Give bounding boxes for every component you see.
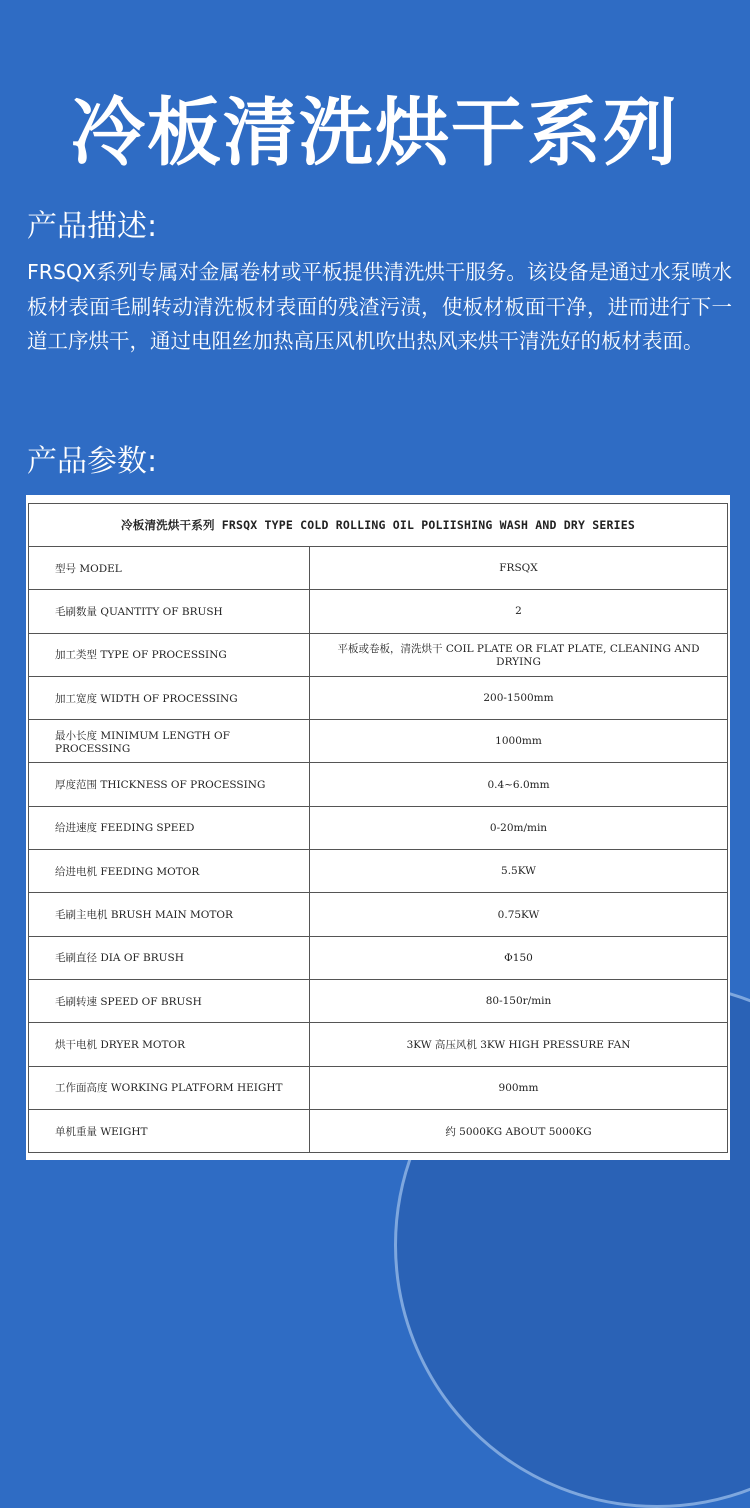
row-label: 毛刷数量 QUANTITY OF BRUSH: [29, 590, 310, 633]
table-row: [29, 936, 728, 979]
row-value: 200-1500mm: [310, 676, 728, 719]
row-label: 给进电机 FEEDING MOTOR: [29, 850, 310, 893]
table-row: [29, 676, 728, 719]
table-row: [29, 979, 728, 1022]
params-heading: 产品参数:: [27, 444, 158, 479]
table-row: [29, 806, 728, 849]
table-row: [29, 893, 728, 936]
spec-table-card: [26, 495, 730, 1160]
table-row: [29, 763, 728, 806]
table-row: [29, 1109, 728, 1152]
row-label: 毛刷主电机 BRUSH MAIN MOTOR: [29, 893, 310, 936]
row-value: 80-150r/min: [310, 979, 728, 1022]
table-row: [29, 633, 728, 676]
description-text: FRSQX系列专属对金属卷材或平板提供清洗烘干服务。该设备是通过水泵喷水板材表面毛刷转动清洗板材表面的残渣污渍，使板材板面干净，进而进行下一道工序烘干，通过电阻丝加热高压风机吹出热风来烘干清洗好的板材表面。: [27, 260, 732, 353]
row-label: 最小长度 MINIMUM LENGTH OF PROCESSING: [29, 720, 310, 763]
row-value: 0.4~6.0mm: [310, 763, 728, 806]
row-label: 工作面高度 WORKING PLATFORM HEIGHT: [29, 1066, 310, 1109]
row-label: 厚度范围 THICKNESS OF PROCESSING: [29, 763, 310, 806]
row-value: 平板或卷板，清洗烘干 COIL PLATE OR FLAT PLATE, CLEANING AND DRYING: [310, 633, 728, 676]
table-row: [29, 590, 728, 633]
row-value: 900mm: [310, 1066, 728, 1109]
row-label: 毛刷转速 SPEED OF BRUSH: [29, 979, 310, 1022]
table-header-row: [29, 504, 728, 547]
row-value: 0-20m/min: [310, 806, 728, 849]
row-value: 约 5000KG ABOUT 5000KG: [310, 1109, 728, 1152]
page-title: 冷板清洗烘干系列: [71, 90, 679, 176]
description-heading: 产品描述:: [27, 209, 158, 244]
row-value: 3KW 高压风机 3KW HIGH PRESSURE FAN: [310, 1023, 728, 1066]
row-label: 单机重量 WEIGHT: [29, 1109, 310, 1152]
row-label: 加工类型 TYPE OF PROCESSING: [29, 633, 310, 676]
row-value: Φ150: [310, 936, 728, 979]
row-label: 型号 MODEL: [29, 547, 310, 590]
spec-table: [28, 503, 728, 1153]
table-row: [29, 850, 728, 893]
row-label: 烘干电机 DRYER MOTOR: [29, 1023, 310, 1066]
table-row: [29, 1023, 728, 1066]
row-value: 1000mm: [310, 720, 728, 763]
row-value: 0.75KW: [310, 893, 728, 936]
table-row: [29, 720, 728, 763]
row-label: 加工宽度 WIDTH OF PROCESSING: [29, 676, 310, 719]
row-label: 给进速度 FEEDING SPEED: [29, 806, 310, 849]
row-value: FRSQX: [310, 547, 728, 590]
row-value: 2: [310, 590, 728, 633]
row-label: 毛刷直径 DIA OF BRUSH: [29, 936, 310, 979]
row-value: 5.5KW: [310, 850, 728, 893]
table-row: [29, 1066, 728, 1109]
table-title: 冷板清洗烘干系列 FRSQX TYPE COLD ROLLING OIL POLIISHING WASH AND DRY SERIES: [29, 504, 728, 547]
table-row: [29, 547, 728, 590]
